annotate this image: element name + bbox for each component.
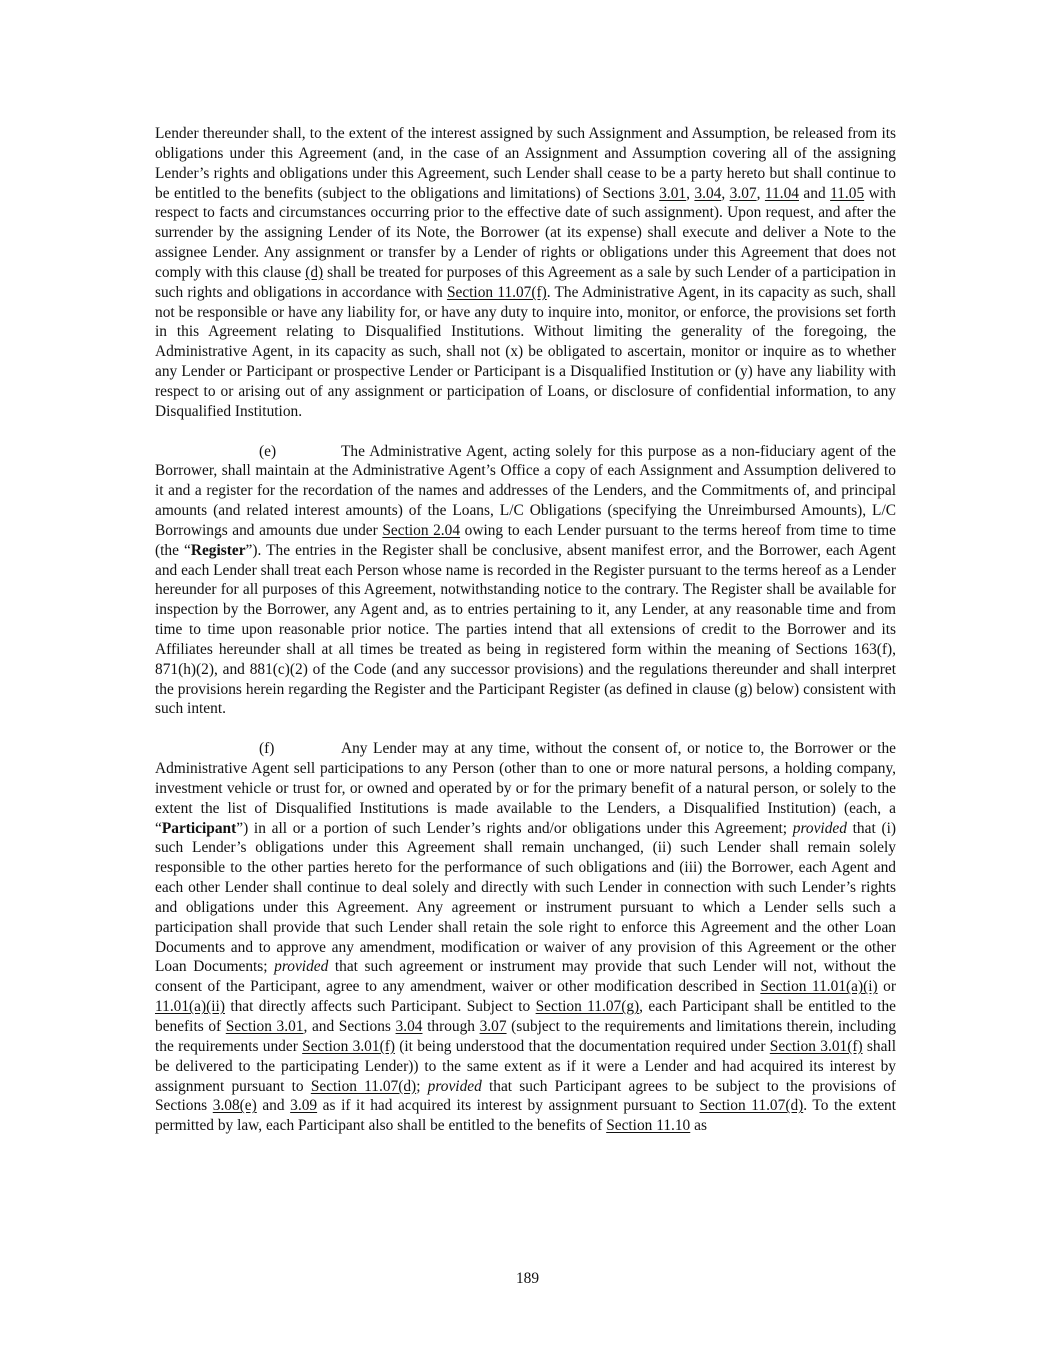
page-number: 189 [515, 1270, 540, 1287]
text-run: . The Administrative Agent, in its capacity as such, shall not be responsible or have any liability for, or have any duty to inquire into, monitor, or enforce, the provisions set forth in this Agreement relating to Disqualified Institutions. Without limiting the generality of the foregoing, the Administrative Agent, in its capacity as such, shall not (x) be obligated to ascertain, monitor or inquire as to whether any Lender or Participant or prospective Lender or Participant is a Disqualified Institution or (y) have any liability with respect to or arising out of any assignment or participation of Loans, or disclosure of confidential information, to any Disqualified Institution. [155, 283, 896, 420]
text-run: , and Sections [303, 1017, 396, 1035]
section-ref: 3.07 [729, 184, 757, 202]
text-run: and [256, 1097, 291, 1115]
text-run: ; [416, 1077, 428, 1095]
section-ref: 3.08(e) [212, 1097, 257, 1115]
section-ref: Section 11.07(f) [446, 283, 547, 301]
italic-term: provided [792, 819, 847, 837]
paragraph-d-continuation [155, 124, 896, 422]
section-ref: 3.07 [479, 1017, 507, 1035]
section-ref: Section 11.10 [606, 1117, 691, 1135]
clause-label: (e) [259, 442, 277, 460]
section-ref: 3.01 [659, 184, 687, 202]
text-run: , [756, 184, 765, 202]
section-ref: Section 11.07(d) [699, 1097, 804, 1115]
clause-label: (f) [259, 740, 275, 758]
defined-term: Register [190, 541, 246, 559]
text-run: . To the extent permitted by law, each Participant also shall be entitled to the benefits of [155, 1097, 897, 1135]
text-run: as if it had acquired its interest by assignment pursuant to [317, 1097, 700, 1115]
section-ref: 11.01(a)(ii) [155, 998, 225, 1016]
text-run: or [877, 978, 896, 996]
paragraph-f [155, 739, 896, 1136]
text-run: , [721, 184, 730, 202]
section-ref: 3.04 [395, 1017, 423, 1035]
text-run: ”) in all or a portion of such Lender’s rights and/or obligations under this Agreement; [236, 819, 793, 837]
section-ref: Section 11.07(d) [310, 1077, 417, 1095]
document-page [155, 124, 896, 1136]
section-ref: Section 2.04 [382, 521, 461, 539]
section-ref: 11.05 [830, 184, 865, 202]
text-run: (subject to the requirements and limitations therein, including the requirements under [155, 1017, 897, 1055]
text-run: that (i) such Lender’s obligations under this Agreement shall remain unchanged, (ii) such Lender shall remain solely responsible to the other parties hereto for the performance of such obligations and (iii) the Borrower, each Agent and each other Lender shall continue to deal solely and directly with such Lender in connection with such Lender’s rights and obligations under this Agreement. Any agreement or instrument pursuant to which a Lender sells such a participation shall provide that such Lender shall retain the sole right to enforce this Agreement and the other Loan Documents and to approve any amendment, modification or waiver of any provision of this Agreement or the other Loan Documents; [155, 819, 896, 976]
section-ref: Section 3.01 [225, 1017, 304, 1035]
text-run: through [422, 1017, 480, 1035]
clause-ref: (d) [305, 263, 324, 281]
text-run: with respect to facts and circumstances occurring prior to the effective date of such assignment). Upon request, and after the surrender by the assigning Lender of its Note, the Borrower (at its expense) shall execute and deliver a Note to the assignee Lender. Any assignment or transfer by a Lender of rights or obligations under this Agreement that does not comply with this clause [155, 184, 896, 281]
section-ref: 3.09 [290, 1097, 318, 1115]
defined-term: Participant [161, 819, 237, 837]
text-run: , each Participant shall be entitled to the benefits of [155, 998, 897, 1035]
text-run: shall be delivered to the participating Lender)) to the same extent as if it were a Lender and had acquired its interest by assignment pursuant to [155, 1037, 896, 1095]
text-run: ”). The entries in the Register shall be conclusive, absent manifest error, and the Borrower, each Agent and each Lender shall treat each Person whose name is recorded in the Register pursuant to the terms hereof as a Lender hereunder for all purposes of this Agreement, notwithstanding notice to the contrary. The Register shall be available for inspection by the Borrower, any Agent and, as to entries pertaining to it, any Lender, at any reasonable time and from time to time upon reasonable prior notice. The parties intend that all extensions of credit to the Borrower and its Affiliates hereunder shall at all times be treated as being in registered form within the meaning of Sections 163(f), 871(h)(2), and 881(c)(2) of the Code (and any successor provisions) and the regulations thereunder and shall interpret the provisions herein regarding the Register and the Participant Register (as defined in clause (g) below) consistent with such intent. [155, 541, 896, 718]
italic-term: provided [427, 1077, 482, 1095]
text-run: Any Lender may at any time, without the consent of, or notice to, the Borrower or the Administrative Agent sell participations to any Person (other than to one or more natural persons, a holding company, investment vehicle or trust for, or owned and operated by or for the primary benefit of a natural person, or solely to the extent the list of Disqualified Institutions is made available to the Lenders, a Disqualified Institution) (each, a “ [155, 740, 896, 837]
text-run: and [798, 184, 831, 202]
text-run: that such agreement or instrument may provide that such Lender will not, without the consent of the Participant, agree to any amendment, waiver or other modification described in [155, 958, 896, 996]
section-ref: 11.04 [764, 184, 799, 202]
text-run: Lender thereunder shall, to the extent of the interest assigned by such Assignment and Assumption, be released from its obligations under this Agreement (and, in the case of an Assignment and Assumption covering all of the assigning Lender’s rights and obligations under this Agreement, such Lender shall cease to be a party hereto but shall continue to be entitled to the benefits (subject to the obligations and limitations) of Sections [155, 125, 896, 202]
section-ref: Section 3.01(f) [769, 1037, 863, 1055]
section-ref: 3.04 [694, 184, 722, 202]
section-ref: Section 3.01(f) [302, 1037, 395, 1055]
section-ref: Section 11.07(g) [535, 998, 640, 1016]
text-run: that such Participant agrees to be subject to the provisions of Sections [155, 1077, 896, 1115]
section-ref: Section 11.01(a)(i) [760, 978, 878, 996]
italic-term: provided [274, 958, 329, 976]
text-run: that directly affects such Participant. Subject to [224, 998, 536, 1016]
text-run: shall be treated for purposes of this Agreement as a sale by such Lender of a participation in such rights and obligations in accordance with [155, 263, 897, 301]
paragraph-e [155, 442, 896, 720]
text-run: , [686, 184, 695, 202]
text-run: as [690, 1117, 707, 1135]
text-run: (it being understood that the documentation required under [394, 1037, 770, 1055]
text-run: owing to each Lender pursuant to the terms hereof from time to time (the “ [155, 521, 896, 559]
text-run: The Administrative Agent, acting solely for this purpose as a non-fiduciary agent of the Borrower, shall maintain at the Administrative Agent’s Office a copy of each Assignment and Assumption delivered to it and a register for the recordation of the names and addresses of the Lenders, and the Commitments of, and principal amounts (and related interest amounts) of the Loans, L/C Obligations (specifying the Unreimbursed Amounts), L/C Borrowings and amounts due under [155, 442, 896, 539]
